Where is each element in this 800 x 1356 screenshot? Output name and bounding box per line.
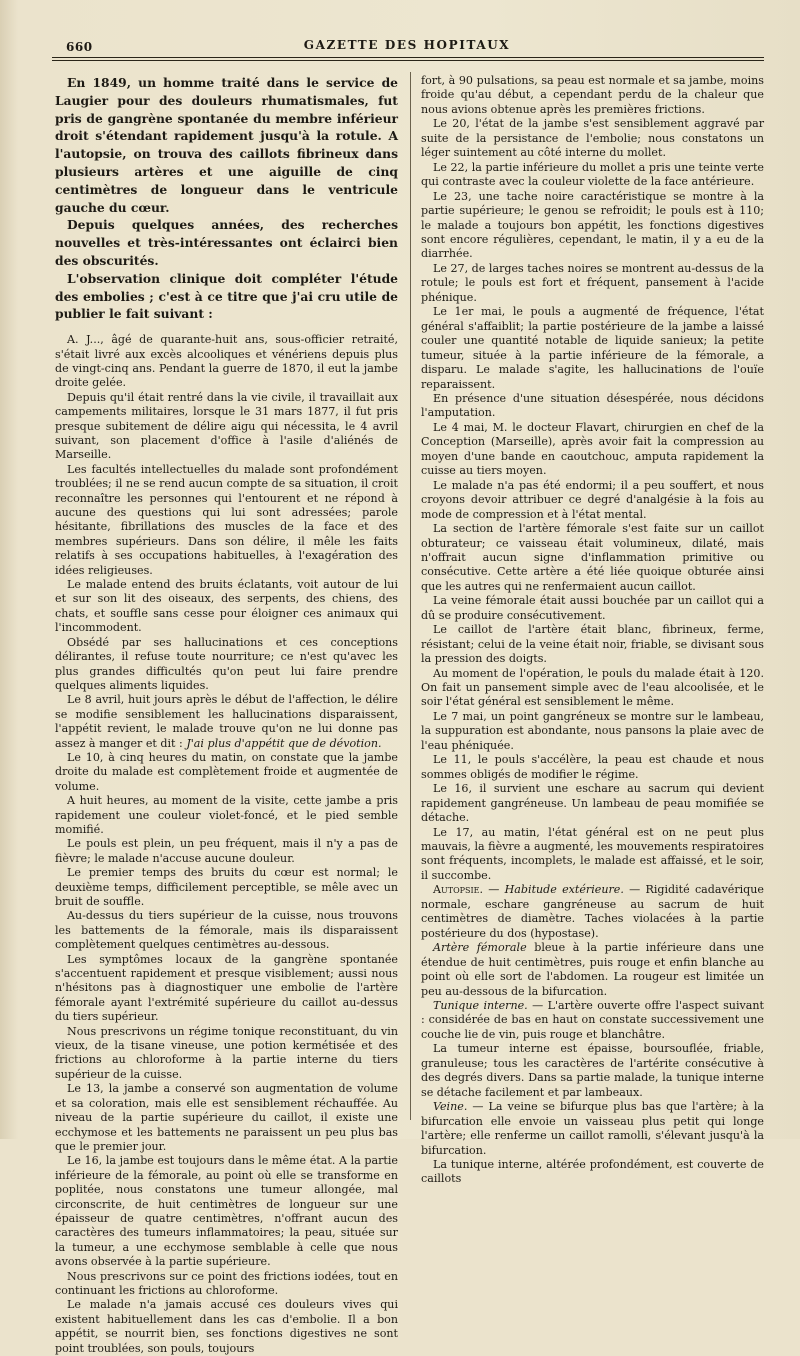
autopsy-paragraph (421, 883, 764, 941)
vein-paragraph (421, 1100, 764, 1158)
paragraph: Le 16, il survient une eschare au sacrum qui devient rapidement gangréneuse. Un lambeau de peau momifiée se détache. (421, 782, 764, 825)
paragraph: Le 11, le pouls s'accélère, la peau est chaude et nous sommes obligés de modifier le régime. (421, 753, 764, 781)
tunic-paragraph (421, 999, 764, 1042)
paragraph: Au moment de l'opération, le pouls du malade était à 120. On fait un pansement simple avec de l'eau alcoolisée, et le soir l'état général est sensiblement le même. (421, 666, 764, 709)
paragraph: Le premier temps des bruits du cœur est normal; le deuxième temps, difficilement perceptible, se mêle avec un bruit de souffle. (55, 866, 398, 908)
paragraph: Le 17, au matin, l'état général est on ne peut plus mauvais, la fièvre a augmenté, les mouvements respiratoires sont fréquents, incomplets, le malade est affaissé, et le soir, il succombe. (421, 825, 764, 882)
lead-section (55, 74, 398, 323)
tunic-label: Tunique interne. (433, 999, 528, 1012)
paragraph-text: — L'artère ouverte offre l'aspect suivant : considérée de bas en haut on constate successivement une couche lie de vin, puis rouge et blanchâtre. (421, 999, 764, 1041)
paragraph: Les symptômes locaux de la gangrène spontanée s'accentuent rapidement et presque visiblement; aussi nous n'hésitons pas à diagnostiquer une embolie de l'artère fémorale ayant l'extrémité supérieure du caillot au-dessus du tiers supérieur. (55, 952, 398, 1024)
paragraph: Le 10, à cinq heures du matin, on constate que la jambe droite du malade est complètement froide et augmentée de volume. (55, 750, 398, 793)
paragraph: fort, à 90 pulsations, sa peau est normale et sa jambe, moins froide qu'au début, a cependant perdu de la chaleur que nous avions obtenue après les premières frictions. (421, 74, 764, 116)
paragraph: A huit heures, au moment de la visite, cette jambe a pris rapidement une couleur violet-foncé, et le pied semble momifié. (55, 794, 398, 836)
paragraph: La veine fémorale était aussi bouchée par un caillot qui a dû se produire consécutivement. (421, 594, 764, 622)
paragraph: Le 1er mai, le pouls a augmenté de fréquence, l'état général s'affaiblit; la partie postérieure de la jambe a laissé couler une quantité notable de liquide sanieux; la petite tumeur, située à la partie inférieure de la fémorale, a disparu. Le malade s'agite, les hallucinations de l'ouïe reparaissent. (421, 305, 764, 391)
artery-label: Artère fémorale (433, 941, 527, 955)
paragraph: La tumeur interne est épaisse, boursouflée, friable, granuleuse; tous les caractères de l'artérite consécutive à des degrés divers. Dans sa partie malade, la tunique interne se détache facilement et par lambeaux. (421, 1042, 764, 1099)
left-column (55, 74, 398, 1355)
paragraph: La section de l'artère fémorale s'est faite sur un caillot obturateur; ce vaisseau était volumineux, dilaté, mais n'offrait aucun signe d'inflammation primitive ou consécutive. Cette artère a été liée quoique obturée ainsi que les autres qui ne renfermaient aucun caillot. (421, 522, 764, 593)
paragraph-text: bleue à la partie inférieure dans une étendue de huit centimètres, puis rouge et enfin blanche au point où elle sort de l'abdomen. La rougeur est limitée un peu au-dessous de la bifurcation. (421, 941, 764, 998)
paragraph: Nous prescrivons sur ce point des frictions iodées, tout en continuant les frictions au chloroforme. (55, 1269, 398, 1297)
paragraph-text: — Rigidité cadavérique normale, eschare gangréneuse au sacrum de huit centimètres de diamètre. Taches violacées à la partie postérieure du dos (hypostase). (421, 883, 764, 940)
paragraph-text: Le 8 avril, huit jours après le début de l'affection, le délire se modifie sensiblement les hallucinations disparaissent, l'appétit revient, le malade trouve qu'on ne lui donne pas assez à manger et dit : (55, 693, 398, 750)
lead-paragraph: Depuis quelques années, des recherches nouvelles et très-intéressantes ont éclairci bien des obscurités. (55, 217, 398, 268)
lead-paragraph: En 1849, un homme traité dans le service de Laugier pour des douleurs rhumatismales, fut pris de gangrène spontanée du membre inférieur droit s'étendant rapidement jusqu'à la rotule. A l'autopsie, on trouva des caillots fibrineux dans plusieurs artères et une aiguille de cinq centimètres de longueur dans le ventricule gauche du cœur. (55, 75, 398, 215)
paragraph: Nous prescrivons un régime tonique reconstituant, du vin vieux, de la tisane vineuse, une potion kermétisée et des frictions au chloroforme à la partie interne du tiers supérieur de la cuisse. (55, 1024, 398, 1081)
paragraph: Le 7 mai, un point gangréneux se montre sur le lambeau, la suppuration est abondante, nous pansons la plaie avec de l'eau phéniquée. (421, 709, 764, 752)
page-number: 660 (66, 40, 93, 54)
paragraph: Le pouls est plein, un peu fréquent, mais il n'y a pas de fièvre; le malade n'accuse aucune douleur. (55, 837, 398, 865)
paragraph: La tunique interne, altérée profondément, est couverte de caillots (421, 1157, 764, 1186)
paragraph: Obsédé par ses hallucinations et ces conceptions délirantes, il refuse toute nourriture; ce n'est qu'avec les plus grandes difficultés qu'on peut lui faire prendre quelques aliments liquides. (55, 635, 398, 692)
page-header (48, 30, 766, 54)
paragraph: Le 23, une tache noire caractéristique se montre à la partie supérieure; le genou se refroidit; le pouls est à 110; le malade a toujours bon appétit, les fonctions digestives sont encore régulières, cependant, le matin, il y a eu de la diarrhée. (421, 189, 764, 261)
paragraph: Le malade n'a jamais accusé ces douleurs vives qui existent habituellement dans les cas d'embolie. Il a bon appétit, se nourrit bien, ses fonctions digestives ne sont point troublées, son pouls, toujours (55, 1298, 398, 1355)
paragraph: Le 4 mai, M. le docteur Flavart, chirurgien en chef de la Conception (Marseille), après avoir fait la compression au moyen d'une bande en caoutchouc, amputa rapidement la cuisse au tiers moyen. (421, 420, 764, 478)
paragraph: En présence d'une situation désespérée, nous décidons l'amputation. (421, 391, 764, 420)
paragraph-text: — La veine se bifurque plus bas que l'artère; à la bifurcation elle envoie un vaisseau plus petit qui longe l'artère; elle renferme un caillot ramolli, s'élevant jusqu'à la bifurcation. (421, 1100, 764, 1157)
habitude-label: — Habitude extérieure. (488, 883, 624, 897)
paragraph: Le caillot de l'artère était blanc, fibrineux, ferme, résistant; celui de la veine était noir, friable, se divisant sous la pression des doigts. (421, 623, 764, 666)
paragraph: Le 16, la jambe est toujours dans le même état. A la partie inférieure de la fémorale, au point où elle se transforme en poplitée, nous constatons une tumeur allongée, mal circonscrite, de huit centimètres de longueur sur une épaisseur de quatre centimètres, n'offrant aucun des caractères des tumeurs inflammatoires; la peau, située sur la tumeur, a une ecchymose semblable à celle que nous avons observée à la partie supérieure. (55, 1154, 398, 1269)
patient-quote: J'ai plus d'appétit que de dévotion. (186, 736, 382, 750)
paragraph: Le 27, de larges taches noires se montrent au-dessus de la rotule; le pouls est fort et fréquent, pansement à l'acide phénique. (421, 261, 764, 304)
paragraph: Le malade entend des bruits éclatants, voit autour de lui et sur son lit des oiseaux, des serpents, des chiens, des chats, et souffle sans cesse pour éloigner ces animaux qui l'incommodent. (55, 578, 398, 635)
header-rule (52, 57, 764, 58)
right-column (421, 74, 764, 1186)
paragraph: Au-dessus du tiers supérieur de la cuisse, nous trouvons les battements de la fémorale, mais ils disparaissent complètement quelques centimètres au-dessous. (55, 909, 398, 952)
artery-paragraph (421, 941, 764, 999)
paragraph: Les facultés intellectuelles du malade sont profondément troublées; il ne se rend aucun compte de sa situation, il croit reconnaître les personnes qui l'entourent et ne répond à aucune des questions qui lui sont adressées; parole hésitante, fibrillations des muscles de la face et des membres supérieurs. Dans son délire, il mêle les faits relatifs à ses occupations habituelles, à l'exagération des idées religieuses. (55, 462, 398, 577)
vein-label: Veine. (433, 1100, 468, 1114)
column-divider (410, 72, 411, 1120)
paragraph: Le 13, la jambe a conservé son augmentation de volume et sa coloration, mais elle est sensiblement réchauffée. Au niveau de la partie supérieure du caillot, il existe une ecchymose et les battements ne paraissent un peu plus bas que le premier jour. (55, 1082, 398, 1153)
paragraph: A. J..., âgé de quarante-huit ans, sous-officier retraité, s'était livré aux excès alcooliques et vénériens depuis plus de vingt-cinq ans. Pendant la guerre de 1870, il eut la jambe droite gelée. (55, 333, 398, 390)
paragraph: Depuis qu'il était rentré dans la vie civile, il travaillait aux campements militaires, lorsque le 31 mars 1877, il fut pris presque subitement de délire aigu qui nécessita, le 4 avril suivant, son placement d'office à l'asile d'aliénés de Marseille. (55, 390, 398, 462)
journal-title: GAZETTE DES HOPITAUX (303, 38, 511, 52)
lead-paragraph: L'observation clinique doit compléter l'étude des embolies ; c'est à ce titre que j'ai cru utile de publier le fait suivant : (55, 270, 398, 322)
paragraph: Le 20, l'état de la jambe s'est sensiblement aggravé par suite de la persistance de l'embolie; nous constatons un léger suintement au côté interne du mollet. (421, 117, 764, 160)
paragraph: Le 22, la partie inférieure du mollet a pris une teinte verte qui contraste avec la couleur violette de la face antérieure. (421, 160, 764, 189)
paragraph: Le malade n'a pas été endormi; il a peu souffert, et nous croyons devoir attribuer ce degré d'analgésie à la fois au mode de compression et à l'état mental. (421, 478, 764, 521)
case-body (55, 333, 398, 1356)
autopsy-label: Autopsie. (433, 883, 484, 897)
header-rule-double (52, 60, 764, 61)
paragraph-with-quote (55, 693, 398, 751)
